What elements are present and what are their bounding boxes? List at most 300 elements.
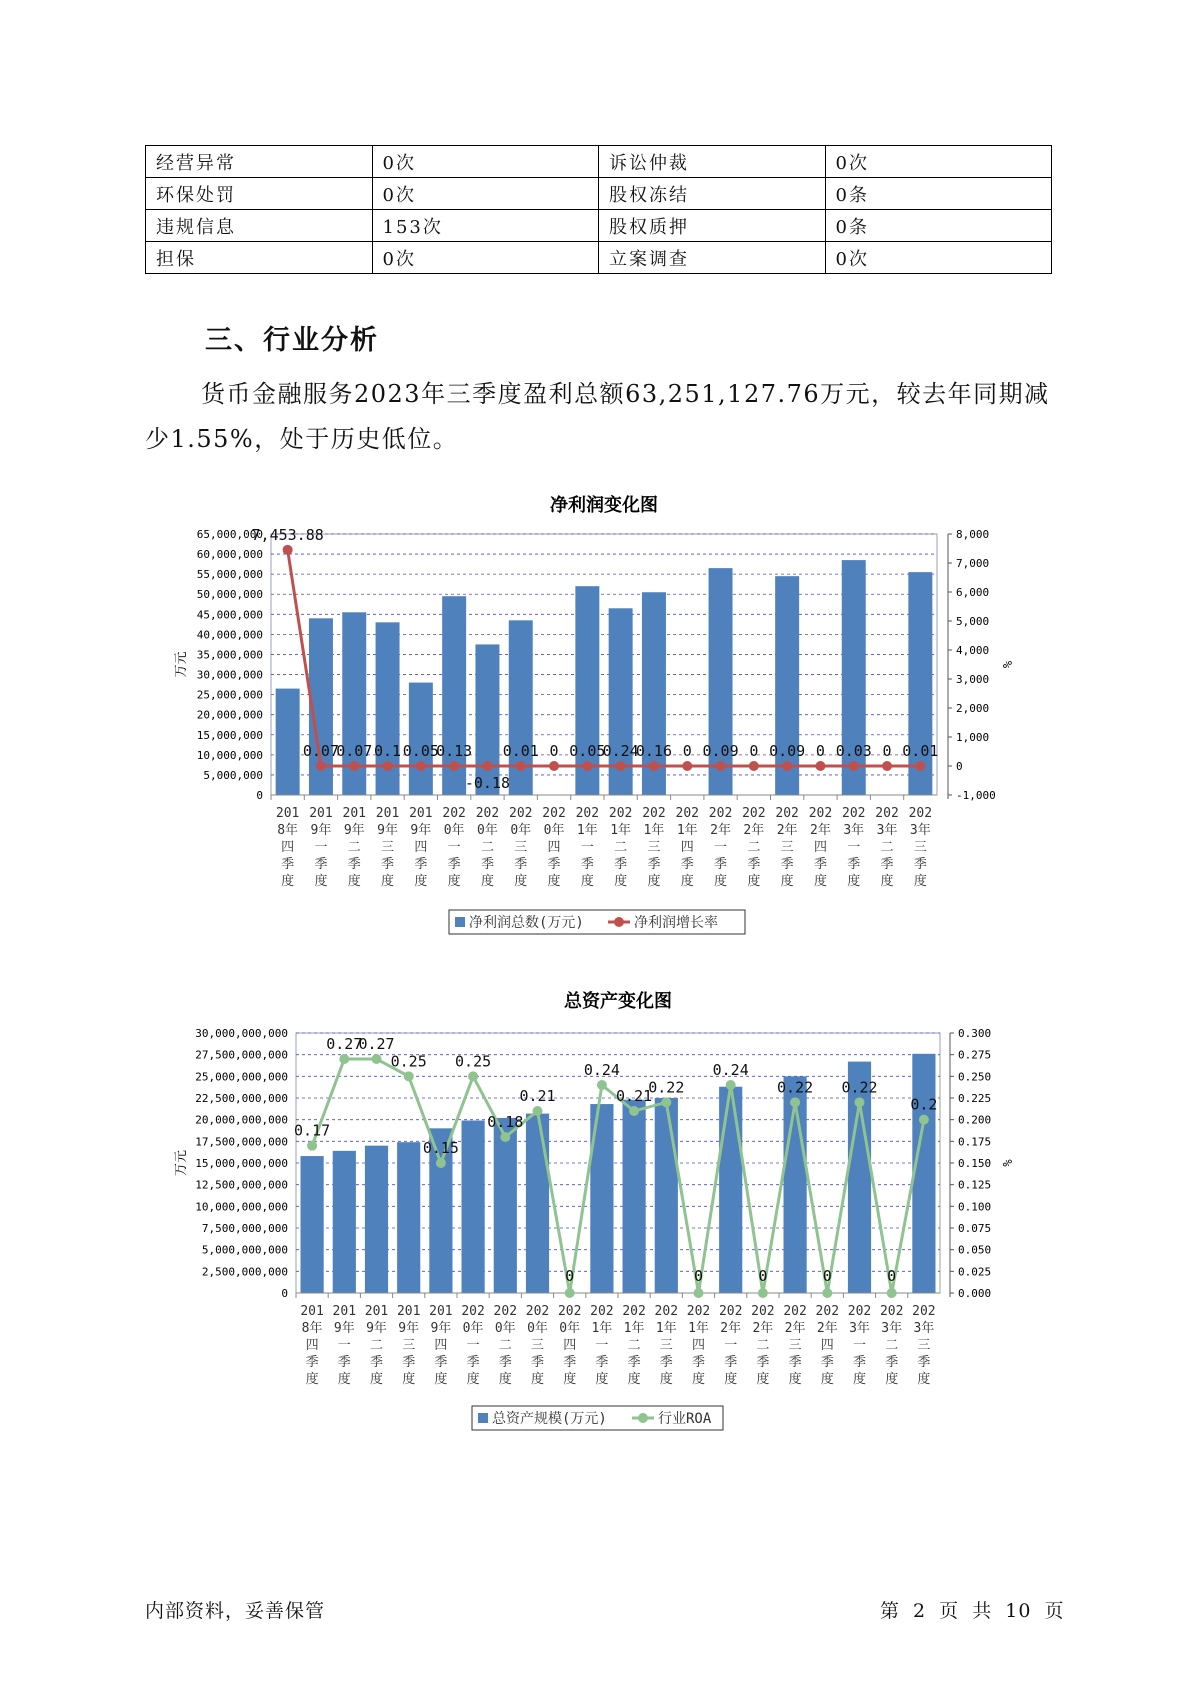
x-tick-label: 季 xyxy=(852,1355,867,1370)
x-tick-label: 202 xyxy=(879,1304,904,1319)
x-tick-label: 9年 xyxy=(366,1321,387,1336)
risk-value: 0次 xyxy=(825,146,1052,178)
data-label: 0.01 xyxy=(902,741,939,760)
x-tick-label: 季 xyxy=(780,857,794,872)
series-point xyxy=(682,761,692,771)
series-point xyxy=(882,761,892,771)
x-tick-label: 季 xyxy=(514,857,528,872)
x-tick-label: 9年 xyxy=(310,823,332,838)
y-tick-label: 5,000,000,000 xyxy=(201,1243,288,1257)
x-tick-label: 202 xyxy=(815,1304,840,1319)
data-label: 0 xyxy=(887,1267,897,1285)
x-tick-label: 度 xyxy=(314,874,328,889)
bar xyxy=(709,568,733,795)
x-tick-label: 202 xyxy=(775,806,799,821)
x-tick-label: 2年 xyxy=(710,823,731,838)
y-tick-label: 25,000,000 xyxy=(196,688,263,702)
series-point xyxy=(516,761,526,771)
x-tick-label: 三 xyxy=(647,840,661,855)
risk-value: 0次 xyxy=(372,178,599,210)
x-tick-label: 一 xyxy=(595,1338,609,1353)
series-point xyxy=(887,1288,897,1298)
x-tick-label: 三 xyxy=(402,1338,416,1353)
x-tick-label: 季 xyxy=(314,857,328,872)
x-tick-label: 1年 xyxy=(688,1321,709,1336)
x-tick-label: 度 xyxy=(580,874,594,889)
series-point xyxy=(782,761,792,771)
x-tick-label: 度 xyxy=(347,874,361,889)
series-point xyxy=(582,761,592,771)
series-point xyxy=(565,1288,575,1298)
x-tick-label: 202 xyxy=(542,806,566,821)
x-tick-label: 度 xyxy=(563,1372,577,1387)
x-tick-label: 二 xyxy=(747,840,761,855)
x-tick-label: 季 xyxy=(788,1355,802,1370)
y2-tick-label: 0.000 xyxy=(958,1287,992,1300)
x-tick-label: 二 xyxy=(880,840,894,855)
x-tick-label: 202 xyxy=(908,806,933,821)
x-tick-label: 一 xyxy=(847,840,861,855)
risk-label: 环保处罚 xyxy=(146,178,373,210)
y-tick-label: 17,500,000,000 xyxy=(195,1135,288,1149)
x-tick-label: 季 xyxy=(813,857,827,872)
x-tick-label: 202 xyxy=(751,1304,775,1319)
x-tick-label: 季 xyxy=(580,857,594,872)
x-tick-label: 度 xyxy=(402,1372,416,1387)
y2-tick-label: 0.225 xyxy=(958,1092,992,1105)
x-tick-label: 度 xyxy=(434,1372,448,1387)
data-label: 0.1 xyxy=(374,741,402,760)
data-label: 0.09 xyxy=(702,741,739,760)
data-label: 0.25 xyxy=(390,1052,427,1071)
risk-value: 0次 xyxy=(372,242,599,274)
bar xyxy=(655,1098,678,1293)
x-tick-label: 202 xyxy=(509,806,533,821)
x-tick-label: 季 xyxy=(369,1355,384,1370)
x-tick-label: 度 xyxy=(880,874,894,889)
series-point xyxy=(815,761,825,771)
series-point xyxy=(597,1080,607,1090)
x-tick-label: 季 xyxy=(627,1355,641,1370)
chart-title: 净利润变化图 xyxy=(550,495,658,516)
x-tick-label: 四 xyxy=(434,1338,448,1353)
x-tick-label: 9年 xyxy=(398,1321,420,1336)
data-label: 0.05 xyxy=(402,741,439,760)
y2-tick-label: 0.175 xyxy=(958,1135,992,1149)
data-label: 0.13 xyxy=(436,741,473,760)
x-tick-label: 季 xyxy=(402,1355,416,1370)
x-tick-label: 三 xyxy=(913,840,927,855)
x-tick-label: 201 xyxy=(375,806,400,821)
x-tick-label: 季 xyxy=(614,857,628,872)
series-point xyxy=(416,761,426,771)
y-tick-label: 20,000,000 xyxy=(196,708,263,722)
y-tick-label: 12,500,000,000 xyxy=(195,1178,288,1192)
data-label: 0.05 xyxy=(569,741,606,760)
x-tick-label: 9年 xyxy=(377,823,398,838)
x-tick-label: 季 xyxy=(281,857,295,872)
series-point xyxy=(283,545,293,555)
x-tick-label: 度 xyxy=(780,874,794,889)
data-label: 0.16 xyxy=(635,741,673,760)
data-label: 0.22 xyxy=(777,1078,814,1097)
series-point xyxy=(404,1071,414,1081)
x-tick-label: 季 xyxy=(917,1355,931,1370)
data-label: -0.18 xyxy=(464,774,511,793)
x-tick-label: 度 xyxy=(337,1372,351,1387)
legend-bar-swatch xyxy=(455,917,465,927)
x-tick-label: 三 xyxy=(780,840,794,855)
data-label: 0.22 xyxy=(841,1078,878,1097)
y-tick-label: 2,500,000,000 xyxy=(201,1265,288,1279)
series-point xyxy=(449,761,459,771)
x-tick-label: 一 xyxy=(714,840,728,855)
footer-page-number: 第 2 页 共 10 页 xyxy=(880,1600,1065,1622)
x-tick-label: 202 xyxy=(847,1304,872,1319)
x-tick-label: 四 xyxy=(813,840,827,855)
x-tick-label: 3年 xyxy=(876,823,898,838)
series-point xyxy=(436,1158,446,1168)
data-label: 0 xyxy=(749,742,759,760)
x-tick-label: 0年 xyxy=(527,1321,548,1336)
data-label: 0 xyxy=(682,742,692,760)
x-tick-label: 202 xyxy=(575,806,600,821)
data-label: 0.2 xyxy=(910,1095,938,1114)
y2-tick-label: 0.200 xyxy=(958,1113,992,1127)
x-tick-label: 202 xyxy=(708,806,733,821)
x-tick-label: 202 xyxy=(783,1304,807,1319)
y2-tick-label: 0.025 xyxy=(958,1265,992,1279)
series-point xyxy=(307,1141,317,1151)
footer-confidential-note: 内部资料，妥善保管 xyxy=(145,1600,326,1622)
x-tick-label: 1年 xyxy=(576,823,598,838)
x-tick-label: 季 xyxy=(434,1355,448,1370)
data-label: 0.22 xyxy=(648,1078,685,1097)
data-label: 0.21 xyxy=(616,1087,653,1105)
x-tick-label: 三 xyxy=(659,1338,673,1353)
x-tick-label: 一 xyxy=(580,840,594,855)
x-tick-label: 度 xyxy=(480,874,494,889)
x-tick-label: 度 xyxy=(466,1372,480,1387)
data-label: 0.07 xyxy=(302,741,340,760)
x-tick-label: 二 xyxy=(347,840,361,855)
y-tick-label: 7,500,000,000 xyxy=(201,1222,288,1235)
x-tick-label: 季 xyxy=(337,1355,351,1370)
x-tick-label: 季 xyxy=(347,857,361,872)
x-tick-label: 四 xyxy=(680,840,694,855)
y-tick-label: 55,000,000 xyxy=(196,568,263,582)
series-point xyxy=(661,1097,671,1107)
x-tick-label: 1年 xyxy=(655,1321,677,1336)
x-tick-label: 度 xyxy=(714,874,728,889)
series-point xyxy=(790,1097,800,1107)
x-tick-label: 1年 xyxy=(643,823,665,838)
x-tick-label: 四 xyxy=(414,840,428,855)
bar xyxy=(409,683,433,795)
legend-bar-swatch xyxy=(478,1413,488,1423)
y2-tick-label: 0.075 xyxy=(958,1222,992,1235)
x-tick-label: 度 xyxy=(414,874,428,889)
data-label: 0 xyxy=(565,1267,575,1285)
series-point xyxy=(616,761,626,771)
data-label: 0 xyxy=(693,1267,704,1285)
series-point xyxy=(919,1115,929,1125)
bar xyxy=(494,1118,517,1293)
y2-tick-label: 0.300 xyxy=(958,1027,992,1040)
y-tick-label: 22,500,000,000 xyxy=(195,1092,288,1105)
x-tick-label: 一 xyxy=(337,1338,351,1353)
x-tick-label: 二 xyxy=(498,1338,512,1353)
x-tick-label: 一 xyxy=(314,840,328,855)
risk-label: 担保 xyxy=(146,242,373,274)
data-label: 0.24 xyxy=(583,1061,620,1079)
risk-label: 股权冻结 xyxy=(599,178,826,210)
legend-item-line: 净利润增长率 xyxy=(634,915,718,931)
x-tick-label: 2年 xyxy=(816,1321,838,1336)
y2-tick-label: 0.100 xyxy=(958,1200,992,1214)
bar xyxy=(623,1100,646,1293)
data-label: 0.24 xyxy=(602,741,639,760)
data-label: 0.27 xyxy=(326,1035,363,1053)
series-point xyxy=(726,1080,736,1090)
series-point xyxy=(915,761,925,771)
x-tick-label: 度 xyxy=(788,1372,802,1387)
series-point xyxy=(316,761,326,771)
y-tick-label: 40,000,000 xyxy=(196,628,263,642)
x-tick-label: 季 xyxy=(447,857,461,872)
y-tick-label: 10,000,000,000 xyxy=(195,1200,288,1214)
x-tick-label: 202 xyxy=(461,1304,485,1319)
x-tick-label: 季 xyxy=(414,857,428,872)
x-tick-label: 季 xyxy=(756,1355,770,1370)
x-tick-label: 3年 xyxy=(881,1321,903,1336)
x-tick-label: 202 xyxy=(525,1304,550,1319)
x-tick-label: 一 xyxy=(852,1338,867,1353)
x-tick-label: 202 xyxy=(718,1304,743,1319)
x-tick-label: 度 xyxy=(691,1372,706,1387)
data-label: 0.15 xyxy=(422,1139,459,1157)
x-tick-label: 二 xyxy=(369,1338,384,1353)
x-tick-label: 季 xyxy=(691,1355,706,1370)
x-tick-label: 201 xyxy=(300,1304,324,1319)
x-tick-label: 季 xyxy=(714,857,728,872)
x-tick-label: 季 xyxy=(498,1355,512,1370)
x-tick-label: 201 xyxy=(275,806,300,821)
y2-tick-label: 7,000 xyxy=(956,557,990,570)
x-tick-label: 1年 xyxy=(610,823,632,838)
x-tick-label: 9年 xyxy=(333,1321,355,1336)
bar xyxy=(365,1146,388,1293)
series-point xyxy=(716,761,726,771)
y2-tick-label: 0.125 xyxy=(958,1178,992,1192)
risk-summary-table xyxy=(145,145,1052,274)
x-tick-label: 202 xyxy=(442,806,466,821)
x-tick-label: 2年 xyxy=(720,1321,742,1336)
x-tick-label: 202 xyxy=(842,806,866,821)
data-label: 0.21 xyxy=(519,1087,556,1105)
x-tick-label: 度 xyxy=(852,1372,867,1387)
x-tick-label: 季 xyxy=(680,857,694,872)
x-tick-label: 9年 xyxy=(343,823,365,838)
y2-axis-label: % xyxy=(1000,1159,1014,1167)
bar xyxy=(333,1151,356,1293)
series-point xyxy=(500,1132,510,1142)
x-tick-label: 度 xyxy=(847,874,861,889)
data-label: 0.27 xyxy=(358,1035,395,1053)
y2-tick-label: 2,000 xyxy=(956,702,990,715)
x-tick-label: 二 xyxy=(756,1338,770,1353)
y2-tick-label: 0.150 xyxy=(958,1157,992,1170)
y-tick-label: 15,000,000 xyxy=(196,728,263,742)
x-tick-label: 度 xyxy=(447,874,461,889)
x-tick-label: 四 xyxy=(820,1338,834,1353)
x-tick-label: 0年 xyxy=(543,823,565,838)
x-tick-label: 2年 xyxy=(784,1321,806,1336)
x-tick-label: 3年 xyxy=(909,823,931,838)
x-tick-label: 201 xyxy=(332,1304,357,1319)
x-tick-label: 201 xyxy=(409,806,433,821)
risk-label: 违规信息 xyxy=(146,210,373,242)
data-label: 0.18 xyxy=(487,1113,524,1131)
net-profit-chart xyxy=(0,482,1191,942)
bar xyxy=(462,1121,485,1293)
x-tick-label: 一 xyxy=(447,840,461,855)
x-tick-label: 季 xyxy=(530,1355,545,1370)
x-tick-label: 0年 xyxy=(510,823,532,838)
x-tick-label: 三 xyxy=(514,840,528,855)
x-tick-label: 201 xyxy=(342,806,366,821)
x-tick-label: 季 xyxy=(885,1355,899,1370)
y-tick-label: 25,000,000,000 xyxy=(195,1070,288,1084)
series-point xyxy=(383,761,393,771)
bar xyxy=(397,1142,420,1293)
series-point xyxy=(468,1071,478,1081)
y2-tick-label: 0.250 xyxy=(958,1070,992,1084)
x-tick-label: 季 xyxy=(466,1355,480,1370)
x-tick-label: 三 xyxy=(530,1338,545,1353)
y-axis-label: 万元 xyxy=(174,1149,189,1177)
series-point xyxy=(533,1106,543,1116)
series-point xyxy=(349,761,359,771)
table-row xyxy=(146,242,1052,274)
x-tick-label: 0年 xyxy=(494,1321,516,1336)
y-tick-label: 15,000,000,000 xyxy=(195,1157,288,1170)
x-tick-label: 季 xyxy=(305,1355,319,1370)
bar xyxy=(475,644,499,795)
x-tick-label: 度 xyxy=(530,1372,545,1387)
x-tick-label: 202 xyxy=(493,1304,518,1319)
x-tick-label: 8年 xyxy=(277,823,299,838)
y-tick-label: 0 xyxy=(281,1287,288,1300)
x-tick-label: 二 xyxy=(480,840,494,855)
data-label: 0.17 xyxy=(294,1121,331,1140)
y2-tick-label: 4,000 xyxy=(956,644,990,657)
series-point xyxy=(758,1288,768,1298)
x-tick-label: 度 xyxy=(659,1372,673,1387)
x-tick-label: 201 xyxy=(364,1304,389,1319)
x-tick-label: 四 xyxy=(547,840,561,855)
risk-label: 立案调查 xyxy=(599,242,826,274)
x-tick-label: 季 xyxy=(563,1355,577,1370)
table-row xyxy=(146,210,1052,242)
x-tick-label: 度 xyxy=(498,1372,512,1387)
risk-value: 153次 xyxy=(372,210,599,242)
x-tick-label: 四 xyxy=(691,1338,706,1353)
legend-line-marker xyxy=(614,917,624,927)
data-label: 0.24 xyxy=(712,1061,749,1079)
y-tick-label: 20,000,000,000 xyxy=(195,1113,288,1127)
y-tick-label: 60,000,000 xyxy=(196,548,263,562)
x-tick-label: 2年 xyxy=(752,1321,774,1336)
series-point xyxy=(482,761,492,771)
y-axis-label: 万元 xyxy=(174,651,189,678)
risk-label: 股权质押 xyxy=(599,210,826,242)
y2-tick-label: 5,000 xyxy=(956,615,990,628)
legend-item-line: 行业ROA xyxy=(658,1411,712,1427)
total-assets-chart xyxy=(0,978,1191,1438)
data-label: 0 xyxy=(549,742,559,760)
x-tick-label: 度 xyxy=(381,874,395,889)
x-tick-label: 季 xyxy=(659,1355,673,1370)
x-tick-label: 一 xyxy=(724,1338,738,1353)
x-tick-label: 二 xyxy=(627,1338,641,1353)
x-tick-label: 度 xyxy=(917,1372,931,1387)
legend-item-bar: 总资产规模(万元) xyxy=(492,1411,607,1427)
x-tick-label: 四 xyxy=(563,1338,577,1353)
x-tick-label: 季 xyxy=(595,1355,609,1370)
data-label: 0.01 xyxy=(502,741,539,760)
section-title: 三、行业分析 xyxy=(205,325,379,356)
x-tick-label: 季 xyxy=(724,1355,738,1370)
table-row xyxy=(146,146,1052,178)
bar xyxy=(276,689,300,795)
y-tick-label: 50,000,000 xyxy=(196,588,263,602)
x-tick-label: 0年 xyxy=(462,1321,484,1336)
x-tick-label: 8年 xyxy=(301,1321,323,1336)
data-label: 0 xyxy=(815,742,825,760)
data-label: 0.25 xyxy=(455,1052,492,1071)
bar xyxy=(910,1054,938,1293)
x-tick-label: 季 xyxy=(880,857,894,872)
data-label: 0.07 xyxy=(336,741,373,760)
x-tick-label: 202 xyxy=(686,1304,711,1319)
x-tick-label: 0年 xyxy=(559,1321,581,1336)
x-tick-label: 季 xyxy=(647,857,661,872)
risk-value: 0次 xyxy=(372,146,599,178)
data-label: 0.09 xyxy=(769,741,806,760)
x-tick-label: 季 xyxy=(747,857,761,872)
y-tick-label: 65,000,000 xyxy=(196,528,263,541)
y2-tick-label: 3,000 xyxy=(956,673,990,686)
y-tick-label: 10,000,000 xyxy=(196,748,263,762)
risk-value: 0条 xyxy=(825,210,1052,242)
series-point xyxy=(629,1106,639,1116)
x-tick-label: 度 xyxy=(595,1372,609,1387)
chart-title: 总资产变化图 xyxy=(564,991,672,1012)
bar xyxy=(526,1114,549,1293)
y2-tick-label: 0.275 xyxy=(958,1048,992,1062)
x-tick-label: 0年 xyxy=(477,823,498,838)
risk-value: 0条 xyxy=(825,178,1052,210)
x-tick-label: 度 xyxy=(647,874,661,889)
series-point xyxy=(694,1288,704,1298)
x-tick-label: 度 xyxy=(813,874,827,889)
x-tick-label: 1年 xyxy=(623,1321,645,1336)
x-tick-label: 202 xyxy=(808,806,833,821)
legend-line-marker xyxy=(638,1413,648,1423)
y2-tick-label: 1,000 xyxy=(956,731,990,744)
y-tick-label: 27,500,000,000 xyxy=(195,1048,288,1062)
